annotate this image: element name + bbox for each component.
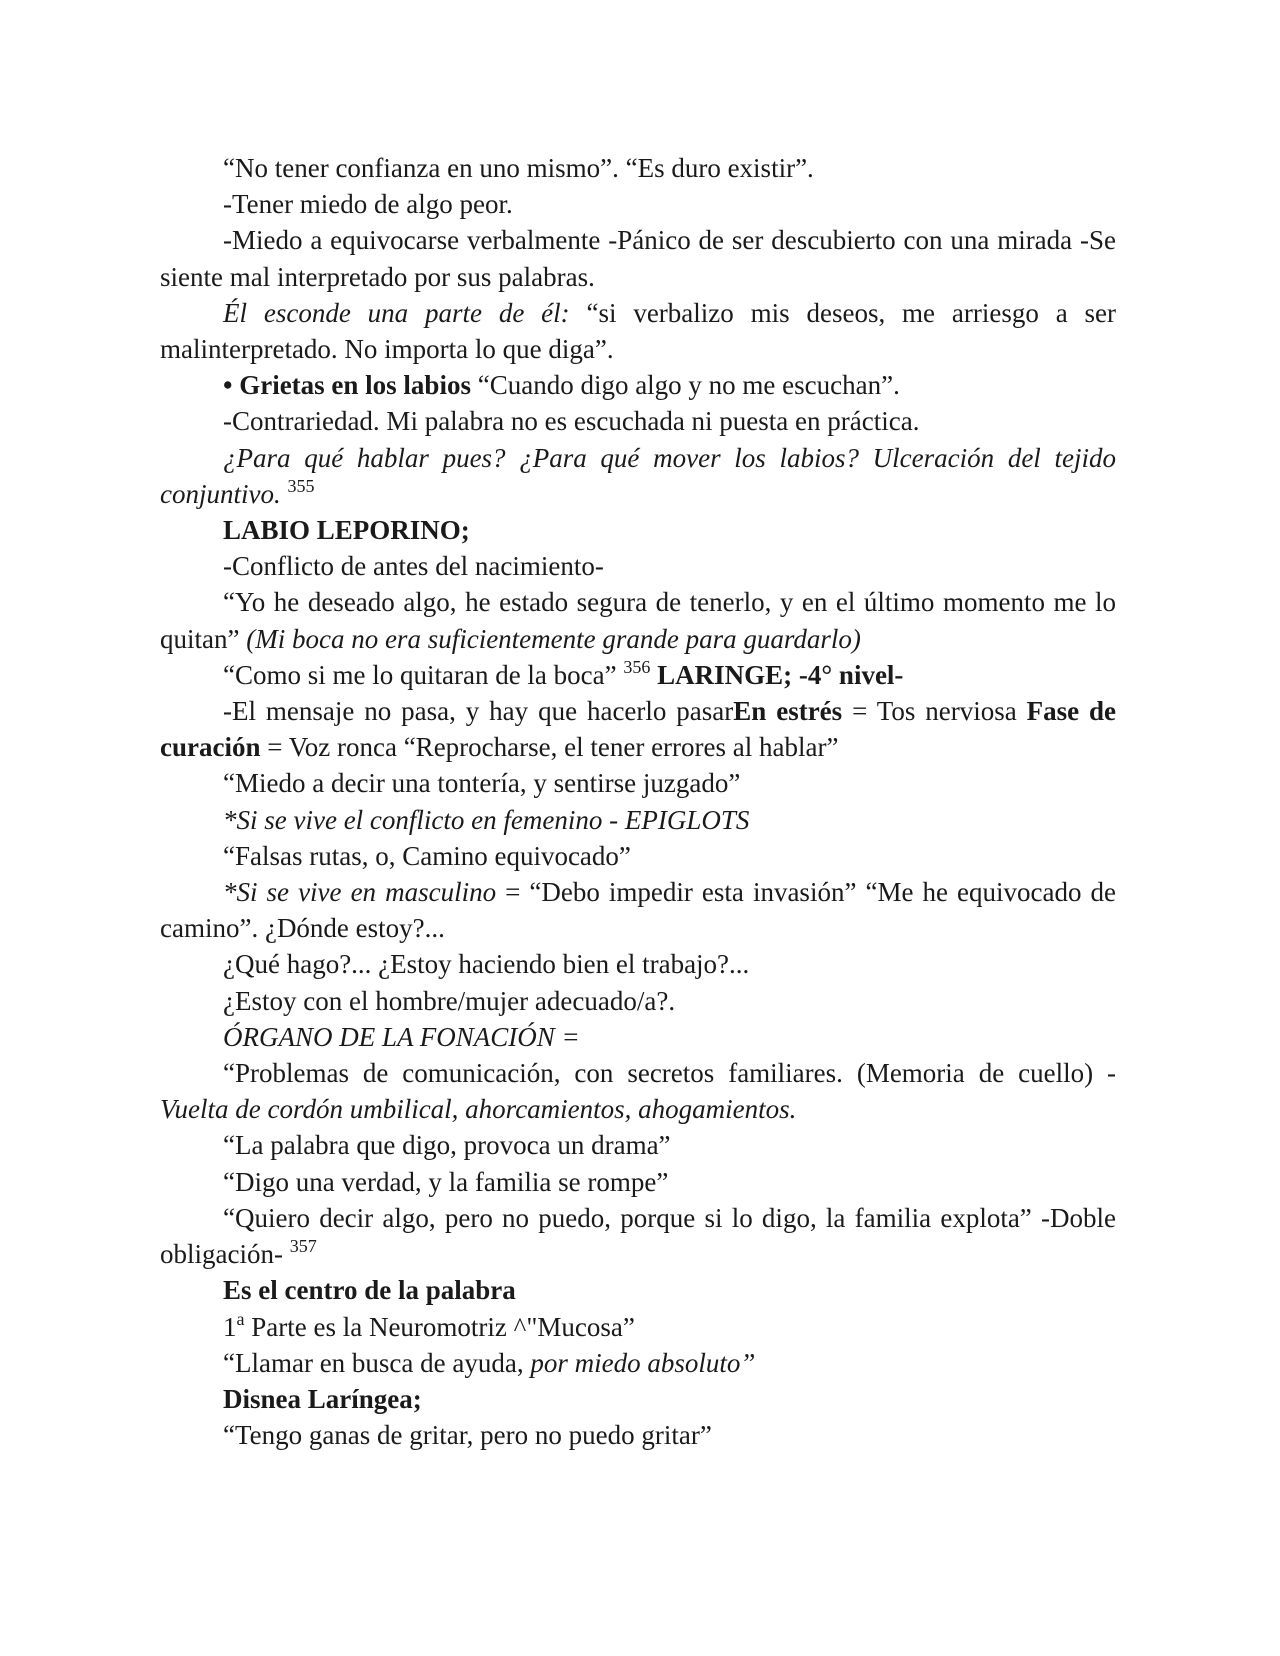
paragraph-phonation-organ <box>160 1019 1116 1055</box>
paragraph-truth <box>160 1164 1116 1200</box>
ordinal-suffix: a <box>236 1308 245 1329</box>
footnote-ref: 355 <box>287 475 315 496</box>
paragraph-confidence <box>160 150 1116 186</box>
heading-center-of-word <box>160 1272 1116 1308</box>
paragraph-message <box>160 693 1116 765</box>
footnote-ref: 357 <box>289 1236 317 1257</box>
paragraph-neuromotor <box>160 1309 1116 1345</box>
paragraph-false-routes <box>160 838 1116 874</box>
bold-heading: Es el centro de la palabra <box>223 1275 516 1306</box>
paragraph-partner <box>160 983 1116 1019</box>
italic-text: ¿Para qué hablar pues? ¿Para qué mover los labios? Ulceración del tejido conjuntivo. <box>160 442 1116 509</box>
paragraph-text: -Contrariedad. Mi palabra no es escuchada ni puesta en práctica. <box>223 406 920 437</box>
bold-heading: • Grietas en los labios <box>223 370 471 401</box>
paragraph-text: -Miedo a equivocarse verbalmente -Pánico de ser descubierto con una mirada -Se siente mal interpretado por sus palabras. <box>160 225 1116 292</box>
paragraph-desire-taken <box>160 584 1116 656</box>
paragraph-text: “Tengo ganas de gritar, pero no puedo gritar” <box>223 1420 712 1451</box>
paragraph-text: “Cuando digo algo y no me escuchan”. <box>470 370 900 401</box>
paragraph-text: “Llamar en busca de ayuda, <box>223 1347 531 1378</box>
paragraph-text: “Quiero decir algo, pero no puedo, porque si lo digo, la familia explota” -Doble obligación- <box>160 1202 1116 1270</box>
paragraph-text: -Tener miedo de algo peor. <box>223 189 513 220</box>
heading-cleft-lip <box>160 512 1116 548</box>
paragraph-text: ¿Qué hago?... ¿Estoy haciendo bien el trabajo?... <box>223 949 750 980</box>
paragraph-want-shout <box>160 1417 1116 1453</box>
italic-text: Vuelta de cordón umbilical, ahorcamientos, ahogamientos. <box>160 1094 797 1125</box>
paragraph-cracked-lips <box>160 367 1116 403</box>
paragraph-text: = Tos nerviosa <box>842 696 1027 727</box>
italic-lead: Él esconde una parte de él: <box>223 297 570 328</box>
paragraph-double-bind <box>160 1200 1116 1272</box>
paragraph-prebirth-conflict <box>160 548 1116 584</box>
paragraph-why-speak <box>160 440 1116 512</box>
paragraph-communication <box>160 1055 1116 1127</box>
paragraph-text: “si verbalizo mis deseos, me arriesgo a ser malinterpretado. No importa lo que diga”. <box>160 297 1117 365</box>
paragraph-fear <box>160 186 1116 222</box>
bold-heading: LARINGE; -4° nivel- <box>650 659 904 690</box>
italic-text: (Mi boca no era suficientemente grande para guardarlo) <box>246 623 861 654</box>
paragraph-hides-part <box>160 295 1116 367</box>
paragraph-text: -Conflicto de antes del nacimiento- <box>223 551 604 582</box>
footnote-ref: 356 <box>623 656 651 677</box>
paragraph-text: = Voz ronca “Reprocharse, el tener errores al hablar” <box>260 732 839 763</box>
paragraph-text: Parte es la Neuromotriz ^"Mucosa” <box>244 1311 635 1342</box>
paragraph-text: “Como si me lo quitaran de la boca” <box>223 659 624 690</box>
paragraph-text: “No tener confianza en uno mismo”. “Es duro existir”. <box>223 153 814 183</box>
paragraph-text: “Yo he deseado algo, he estado segura de tenerlo, y en el último momento me lo quitan” <box>160 587 1116 654</box>
heading-laryngeal-dyspnea <box>160 1381 1116 1417</box>
bold-term: Fase de curación <box>160 696 1116 763</box>
bold-term: En estrés <box>733 696 843 727</box>
paragraph-text: “Digo una verdad, y la familia se rompe” <box>223 1166 669 1197</box>
paragraph-what-do <box>160 946 1116 982</box>
paragraph-text: “Falsas rutas, o, Camino equivocado” <box>223 840 631 871</box>
paragraph-text: “La palabra que digo, provoca un drama” <box>223 1130 671 1161</box>
italic-text: por miedo absoluto” <box>530 1347 756 1378</box>
paragraph-text: -El mensaje no pasa, y hay que hacerlo pasar <box>223 696 734 727</box>
paragraph-larynx <box>160 657 1116 693</box>
paragraph-text: ¿Estoy con el hombre/mujer adecuado/a?. <box>223 985 676 1016</box>
paragraph-drama <box>160 1127 1116 1163</box>
paragraph-contrariety <box>160 403 1116 439</box>
paragraph-feminine <box>160 802 1116 838</box>
paragraph-text: = “Debo impedir esta invasión” “Me he equivocado de camino”. ¿Dónde estoy?... <box>160 877 1116 944</box>
paragraph-text: 1 <box>223 1311 237 1342</box>
italic-lead: *Si se vive en masculino <box>223 877 497 908</box>
paragraph-fear-nonsense <box>160 765 1116 801</box>
paragraph-text: “Problemas de comunicación, con secretos familiares. (Memoria de cuello) - <box>223 1058 1116 1089</box>
italic-text: ÓRGANO DE LA FONACIÓN = <box>223 1021 580 1052</box>
italic-text: *Si se vive el conflicto en femenino - EPIGLOTS <box>223 804 750 835</box>
bold-heading: LABIO LEPORINO; <box>223 515 470 546</box>
paragraph-verbal-mistake <box>160 222 1116 294</box>
paragraph-masculine <box>160 874 1116 946</box>
paragraph-text: “Miedo a decir una tontería, y sentirse juzgado” <box>223 768 741 799</box>
document-page <box>160 150 1116 1453</box>
bold-heading: Disnea Laríngea; <box>223 1383 422 1414</box>
paragraph-call-help <box>160 1345 1116 1381</box>
